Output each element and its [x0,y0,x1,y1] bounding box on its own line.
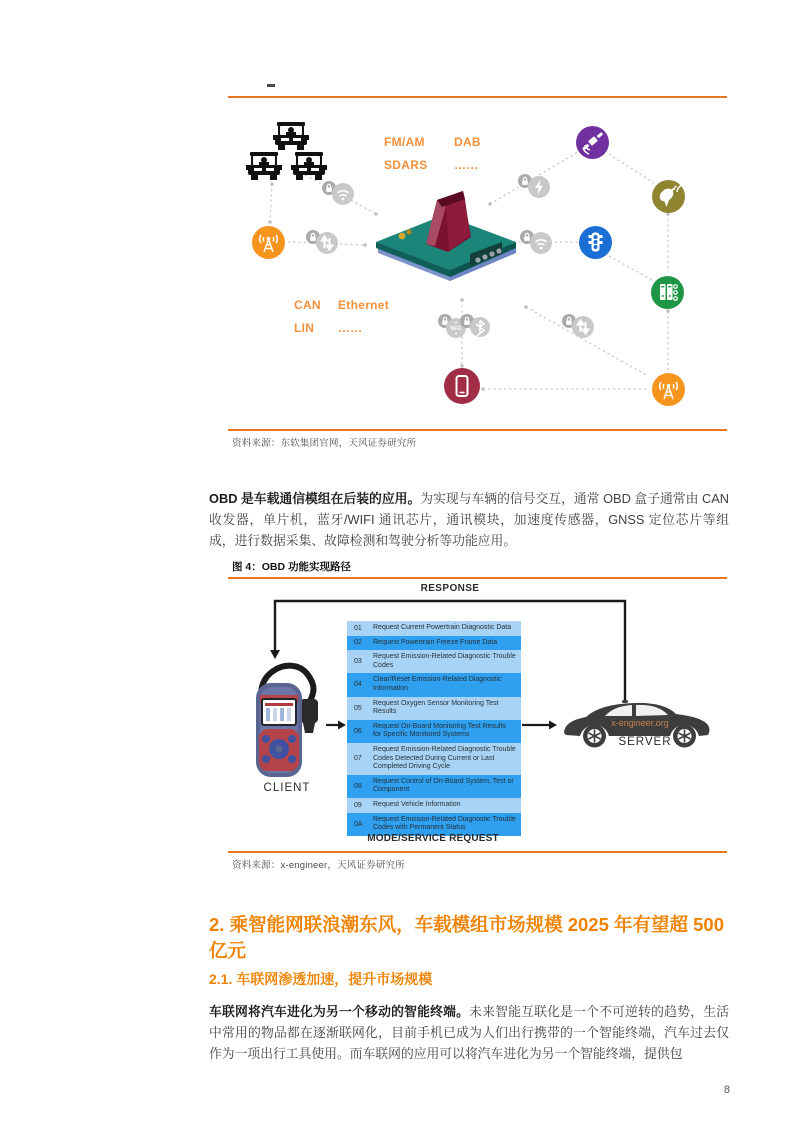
clipped-caption-fragment [267,84,275,87]
figure1-telematics-diagram [228,104,727,430]
obd-row-code: 06 [354,727,362,735]
obd-paragraph-lead: OBD 是车载通信模组在后装的应用。 [209,491,421,506]
obd-paragraph-rest: 为实现与车辆的信号交互，通常 OBD 盒子通常由 CAN 收发器，单片机，蓝牙/WIFI 通讯芯片，通讯模块，加速度传感器，GNSS 定位芯片等组成，进行数据采集、故障检测和驾驶分析等功能应用。 [209,491,729,548]
section-heading: 2. 乘智能网联浪潮东风，车载模组市场规模 2025 年有望超 500 亿元 [209,914,725,961]
obd-row-code: 0A [354,820,363,828]
obd-row-code: 02 [354,639,362,647]
obd-row-text: Request Powertrain Freeze Frame Data [373,638,498,646]
obd-table-row [347,621,521,636]
obd-row-code: 04 [354,681,362,689]
label-dots-bottom: …… [338,321,363,335]
traffic-light-icon [579,226,612,259]
obd-row-code: 03 [354,658,362,666]
secure-wifi-icon [320,180,356,206]
secure-data-transfer2-icon [560,313,596,339]
obd-table-row [347,650,521,673]
figure4-bottom-rule [228,851,727,853]
obd-row-text: Request Current Powertrain Diagnostic Data [373,624,512,631]
figure1-top-rule [228,96,727,98]
telematics-module-image [366,180,522,300]
obd-table-row [347,743,521,775]
obd-row-text: Request Emission-Related Diagnostic Trouble Codes Detected During Current or Last Completed Driving Cycle [373,745,516,771]
satellite-icon [576,126,609,159]
secure-power-icon [516,173,552,199]
obd-table-row [347,697,521,720]
label-dots-top: …… [454,158,479,172]
obd-row-code: 09 [354,801,362,809]
obd-table-row [347,798,521,813]
label-sdars: SDARS [384,158,428,172]
label-lin: LIN [294,321,315,335]
figure1-source: 资料来源：东软集团官网，天风证券研究所 [232,438,417,449]
obd-row-text: Request Control of On-Board System, Test or Component [373,777,514,794]
smartphone-icon [444,368,480,404]
figure4-obd-diagram [228,583,727,847]
obd-row-text: Request Emission-Related Diagnostic Trouble Codes [373,653,516,669]
figure4-caption: 图 4：OBD 功能实现路径 [232,561,352,573]
obd-table-row [347,636,521,651]
figure4-top-rule [228,577,727,579]
svg-text:NFC: NFC [450,326,462,332]
iov-paragraph-lead: 车联网将汽车进化为另一个移动的智能终端。 [209,1004,470,1019]
label-dab: DAB [454,135,481,149]
obd-row-text: Request Vehicle Information [373,800,461,808]
obd-paragraph [209,488,729,551]
iov-paragraph [209,1001,729,1064]
radar-dish-icon [652,180,685,213]
car-brand-text: x-engineer.org [611,718,669,728]
page-number: 8 [723,1084,730,1096]
obd-mode-table [347,621,521,836]
server-label: SERVER [618,736,672,748]
secure-wifi2-icon [518,229,554,255]
secure-bluetooth-icon [458,313,494,339]
obd-row-code: 07 [354,755,362,763]
label-fm-am: FM/AM [384,135,425,149]
mode-service-request-label: MODE/SERVICE REQUEST [367,833,499,844]
label-ethernet: Ethernet [338,298,390,312]
subsection-heading: 2.1. 车联网渗透加速，提升市场规模 [209,971,433,987]
cars-group-icon [246,122,336,186]
obd-row-text: Clear/Reset Emission-Related Diagnostic Information [373,676,502,692]
obd-table-row [347,775,521,798]
client-label: CLIENT [263,782,311,794]
radio-tower-bottom-right-icon [652,373,685,406]
obd-row-text: Request On-Board Monitoring Test Results for Specific Monitored Systems [373,722,506,739]
label-can: CAN [294,298,321,312]
server-racks-icon [651,276,684,309]
obd-table-row [347,720,521,743]
radio-tower-left-icon [252,226,285,259]
figure1-bottom-rule [228,429,727,431]
obd-table-row [347,673,521,696]
obd-scan-tool-image [236,657,336,781]
obd-row-text: Request Oxygen Sensor Monitoring Test Results [373,699,499,716]
figure4-source: 资料来源：x-engineer，天风证券研究所 [232,860,405,871]
obd-row-code: 05 [354,704,362,712]
iov-paragraph-rest: 未来智能互联化是一个不可逆转的趋势，生活中常用的物品都在逐渐联网化，目前手机已成为人们出行携带的一个智能终端，汽车过去仅作为一项出行工具使用。而车联网的应用可以将汽车进化为另一个智能终端，提供包 [209,1004,730,1061]
obd-row-code: 01 [354,624,362,632]
obd-row-code: 08 [354,782,362,790]
obd-row-text: Request Emission-Related Diagnostic Trouble Codes with Permanent Status [373,815,516,832]
secure-data-transfer-icon [304,229,340,255]
response-label: RESPONSE [420,583,480,594]
